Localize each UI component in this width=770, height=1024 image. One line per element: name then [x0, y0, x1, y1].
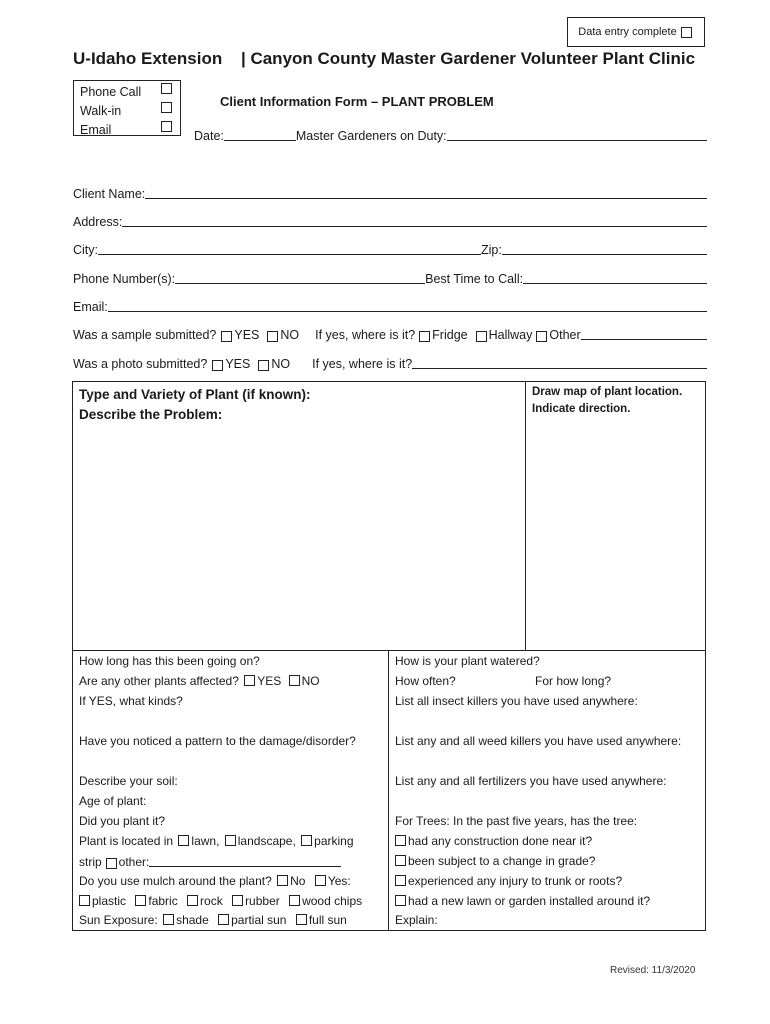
- others-yes-checkbox[interactable]: [244, 675, 255, 686]
- direction-label: Indicate direction.: [532, 403, 631, 415]
- zip-field[interactable]: [502, 242, 707, 255]
- plant-description-box: [72, 381, 526, 651]
- hallway-label: Hallway: [488, 328, 533, 342]
- mulch-no-checkbox[interactable]: [277, 875, 288, 886]
- mg-duty-field[interactable]: [447, 128, 707, 141]
- sample-row: [73, 327, 707, 342]
- data-entry-box: [567, 17, 705, 47]
- client-name-row: [73, 186, 707, 201]
- pattern-label: Have you noticed a pattern to the damage/disorder?: [79, 734, 356, 748]
- explain-label: Explain:: [395, 913, 438, 927]
- email-row: [73, 299, 707, 314]
- partial-sun-checkbox[interactable]: [218, 914, 229, 925]
- sample-no-checkbox[interactable]: [267, 331, 278, 342]
- questions-table: [72, 650, 706, 931]
- weed-label: List any and all weed killers you have used anywhere:: [395, 734, 682, 748]
- city-zip-row: [73, 242, 707, 257]
- map-box[interactable]: [525, 381, 706, 651]
- client-name-label: Client Name:: [73, 187, 146, 201]
- plastic-checkbox[interactable]: [79, 895, 90, 906]
- how-often-label: How often?: [395, 674, 456, 688]
- zip-label: Zip:: [481, 243, 502, 257]
- city-field[interactable]: [98, 242, 481, 255]
- best-time-field[interactable]: [523, 271, 707, 284]
- phone-row: [73, 271, 707, 286]
- shade-checkbox[interactable]: [163, 914, 174, 925]
- fertilizer-label: List any and all fertilizers you have used anywhere:: [395, 774, 667, 788]
- plant-type-label: Type and Variety of Plant (if known):: [79, 387, 311, 402]
- rock-checkbox[interactable]: [187, 895, 198, 906]
- wood-chips-checkbox[interactable]: [289, 895, 300, 906]
- mg-duty-label: Master Gardeners on Duty:: [295, 129, 447, 143]
- sample-yes-checkbox[interactable]: [221, 331, 232, 342]
- data-entry-checkbox[interactable]: [681, 27, 692, 38]
- address-row: [73, 214, 707, 229]
- date-duty-row: [194, 128, 707, 143]
- how-long-label: How long has this been going on?: [79, 654, 260, 668]
- hallway-checkbox[interactable]: [476, 331, 487, 342]
- injury-checkbox[interactable]: [395, 875, 406, 886]
- contact-phone: Phone Call: [80, 83, 174, 102]
- mulch-yes-checkbox[interactable]: [315, 875, 326, 886]
- grade-checkbox[interactable]: [395, 855, 406, 866]
- client-name-field[interactable]: [145, 186, 707, 199]
- other-location-field[interactable]: [581, 327, 707, 340]
- sample-where-label: If yes, where is it?: [315, 328, 416, 342]
- contact-email: Email: [80, 121, 174, 140]
- other-location-text[interactable]: [149, 854, 341, 867]
- soil-label: Describe your soil:: [79, 774, 178, 788]
- form-title: Client Information Form – PLANT PROBLEM: [220, 94, 494, 109]
- water-duration-label: For how long?: [535, 674, 612, 688]
- planted-label: Did you plant it?: [79, 814, 166, 828]
- clinic-title: | Canyon County Master Gardener Volunteer Plant Clinic: [240, 49, 696, 68]
- full-sun-checkbox[interactable]: [296, 914, 307, 925]
- photo-question: Was a photo submitted?: [73, 357, 208, 371]
- contact-type-box: [73, 80, 181, 136]
- photo-no-label: NO: [271, 357, 291, 371]
- email-checkbox[interactable]: [161, 121, 172, 132]
- age-label: Age of plant:: [79, 794, 147, 808]
- other-location-checkbox[interactable]: [106, 858, 117, 869]
- city-label: City:: [73, 243, 98, 257]
- data-entry-label: Data entry complete: [578, 26, 677, 38]
- date-field[interactable]: [224, 128, 296, 141]
- revised-date: Revised: 11/3/2020: [610, 965, 696, 976]
- photo-location-field[interactable]: [412, 356, 707, 369]
- lawn-checkbox[interactable]: [178, 835, 189, 846]
- photo-yes-label: YES: [225, 357, 251, 371]
- construction-checkbox[interactable]: [395, 835, 406, 846]
- sample-no-label: NO: [280, 328, 300, 342]
- insect-label: List all insect killers you have used anywhere:: [395, 694, 638, 708]
- rubber-checkbox[interactable]: [232, 895, 243, 906]
- landscape-checkbox[interactable]: [225, 835, 236, 846]
- org-name: U-Idaho Extension: [73, 49, 223, 68]
- fridge-label: Fridge: [432, 328, 468, 342]
- address-label: Address:: [73, 215, 123, 229]
- date-label: Date:: [194, 129, 224, 143]
- phone-label: Phone Number(s):: [73, 272, 176, 286]
- parking-checkbox[interactable]: [301, 835, 312, 846]
- mulch-row: Do you use mulch around the plant? No Yes:: [79, 874, 351, 888]
- email-label: Email:: [73, 300, 108, 314]
- new-lawn-row: had a new lawn or garden installed around it?: [395, 894, 650, 908]
- sample-yes-label: YES: [234, 328, 260, 342]
- sample-question: Was a sample submitted?: [73, 328, 217, 342]
- injury-row: experienced any injury to trunk or roots?: [395, 874, 622, 888]
- phone-call-checkbox[interactable]: [161, 83, 172, 94]
- new-lawn-checkbox[interactable]: [395, 895, 406, 906]
- column-divider: [388, 651, 389, 930]
- others-no-checkbox[interactable]: [289, 675, 300, 686]
- location-row: Plant is located in lawn, landscape, parking: [79, 834, 354, 848]
- contact-walkin: Walk-in: [80, 102, 174, 121]
- construction-row: had any construction done near it?: [395, 834, 592, 848]
- photo-row: [73, 356, 707, 371]
- watered-label: How is your plant watered?: [395, 654, 540, 668]
- sun-row: Sun Exposure: shade partial sun full sun: [79, 913, 347, 927]
- fabric-checkbox[interactable]: [135, 895, 146, 906]
- other-label: Other: [549, 328, 581, 342]
- photo-yes-checkbox[interactable]: [212, 360, 223, 371]
- email-field[interactable]: [108, 299, 707, 312]
- page-title: [73, 49, 695, 69]
- photo-no-checkbox[interactable]: [258, 360, 269, 371]
- best-time-label: Best Time to Call:: [425, 272, 524, 286]
- phone-field[interactable]: [175, 271, 425, 284]
- describe-problem-label: Describe the Problem:: [79, 407, 223, 422]
- others-affected-row: Are any other plants affected? YES NO: [79, 674, 320, 688]
- mulch-type-row: plastic fabric rock rubber wood chips: [79, 894, 362, 908]
- photo-where-label: If yes, where is it?: [312, 357, 413, 371]
- other-checkbox[interactable]: [536, 331, 547, 342]
- strip-row: strip other:: [79, 854, 341, 869]
- map-label: Draw map of plant location.: [532, 386, 683, 398]
- address-field[interactable]: [122, 214, 707, 227]
- grade-row: been subject to a change in grade?: [395, 854, 595, 868]
- fridge-checkbox[interactable]: [419, 331, 430, 342]
- what-kinds-label: If YES, what kinds?: [79, 694, 183, 708]
- walk-in-checkbox[interactable]: [161, 102, 172, 113]
- trees-label: For Trees: In the past five years, has the tree:: [395, 814, 638, 828]
